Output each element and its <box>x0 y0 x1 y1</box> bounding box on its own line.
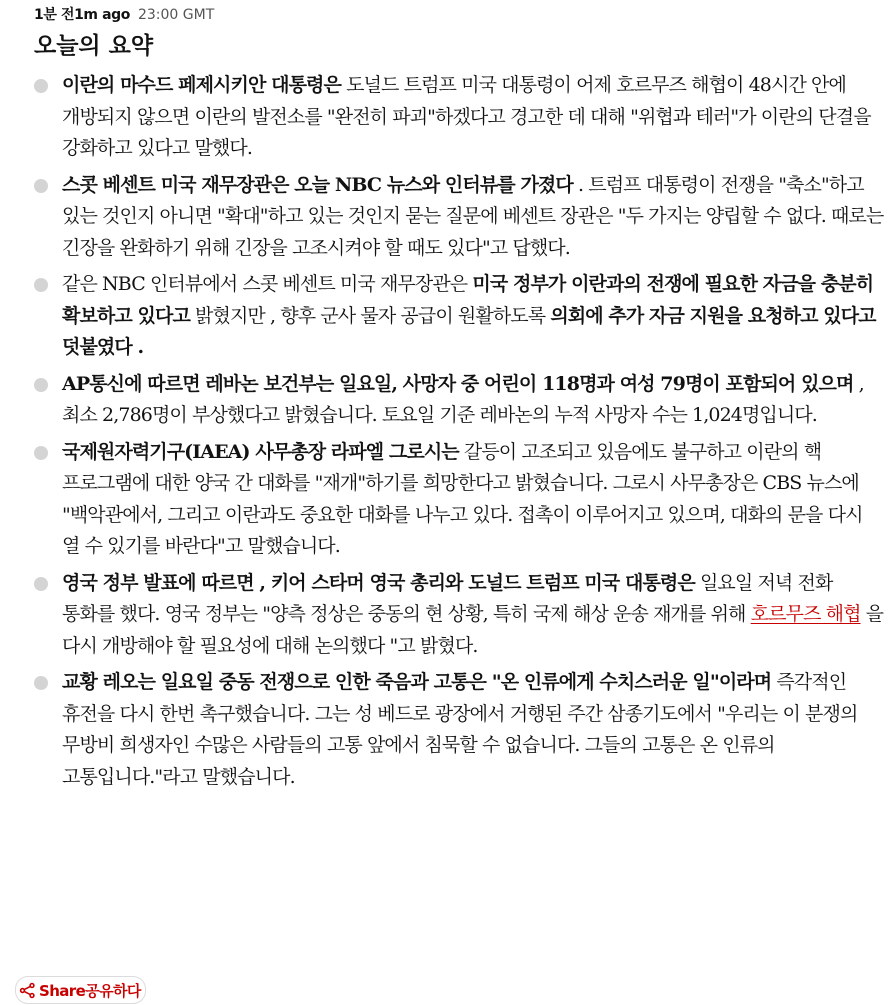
bullet-dot-icon <box>34 378 48 392</box>
summary-item-text: 같은 NBC 인터뷰에서 스콧 베센트 미국 재무장관은 <box>62 273 473 295</box>
summary-heading: 오늘의 요약 <box>34 33 154 59</box>
bullet-dot-icon <box>34 577 48 591</box>
summary-item <box>34 568 884 663</box>
bullet-dot-icon <box>34 179 48 193</box>
summary-item-lead: 스콧 베센트 미국 재무장관은 오늘 NBC 뉴스와 인터뷰를 가졌다 <box>62 173 573 196</box>
absolute-time: 23:00 GMT <box>137 7 215 23</box>
bullet-dot-icon <box>34 676 48 690</box>
summary-item-text: 갈등이 고조되고 있음에도 불구하고 이란의 핵 프로그램에 대한 양국 간 대화를 "재개"하기를 희망한다고 밝혔습니다. 그로시 사무총장은 CBS 뉴스에 "백악관에서, 그리고 이란과도 중요한 대화를 나누고 있다. 접촉이 이루어지고 있으며, 대화의 문을 다시 열 수 있기를 바란다"고 말했습니다. <box>62 440 863 557</box>
summary-item <box>34 369 884 432</box>
bullet-dot-icon <box>34 79 48 93</box>
live-summary-block <box>34 5 884 798</box>
summary-item-lead: AP통신에 따르면 레바논 보건부는 일요일, 사망자 중 어린이 118명과 여성 79명이 포함되어 있으며 <box>62 372 854 395</box>
summary-item-lead: 이란의 마수드 페제시키안 대통령은 <box>62 74 341 96</box>
summary-item-text: 즉각적인 휴전을 다시 한번 촉구했습니다. 그는 성 베드로 광장에서 거행된 주간 삼종기도에서 "우리는 이 분쟁의 무방비 희생자인 수많은 사람들의 고통 앞에서 침묵할 수 없습니다. 그들의 고통은 온 인류의 고통입니다."라고 말했습니다. <box>62 671 858 788</box>
share-button[interactable] <box>15 976 146 1004</box>
bullet-dot-icon <box>34 278 48 292</box>
summary-item <box>34 667 884 793</box>
summary-item-text: . 트럼프 대통령이 전쟁을 "축소"하고 있는 것인지 아니면 "확대"하고 있는 것인지 묻는 질문에 베센트 장관은 "두 가지는 양립할 수 없다. 때로는 긴장을 완화하기 위해 긴장을 고조시켜야 할 때도 있다"고 답했다. <box>62 173 884 259</box>
share-label: Share공유하다 <box>39 981 141 1000</box>
summary-item <box>34 437 884 563</box>
summary-item <box>34 170 884 265</box>
summary-item-lead: 국제원자력기구(IAEA) 사무총장 라파엘 그로시는 <box>62 440 459 463</box>
summary-item-text: , 최소 2,786명이 부상했다고 밝혔습니다. 토요일 기준 레바논의 누적 사망자 수는 1,024명입니다. <box>62 372 864 426</box>
summary-item-lead: 교황 레오는 일요일 중동 전쟁으로 인한 죽음과 고통은 "온 인류에게 수치스러운 일"이라며 <box>62 671 772 693</box>
summary-item <box>34 269 884 364</box>
summary-item <box>34 70 884 165</box>
summary-item-lead: 의회에 추가 자금 지원을 요청하고 있다고 덧붙였다 . <box>62 304 876 358</box>
inline-link-hormuz[interactable]: 호르무즈 해협 <box>750 603 861 625</box>
timestamp <box>34 5 884 25</box>
relative-time: 1분 전1m ago <box>34 7 130 23</box>
share-icon <box>19 982 36 999</box>
summary-item-text: 도널드 트럼프 미국 대통령이 어제 호르무즈 해협이 48시간 안에 개방되지 않으면 이란의 발전소를 "완전히 파괴"하겠다고 경고한 데 대해 "위협과 테러"가 이란의 단결을 강화하고 있다고 말했다. <box>62 74 871 159</box>
summary-item-text: 밝혔지만 , 향후 군사 물자 공급이 원활하도록 <box>189 304 551 327</box>
bullet-dot-icon <box>34 446 48 460</box>
summary-item-lead: 영국 정부 발표에 따르면 , 키어 스타머 영국 총리와 도널드 트럼프 미국 대통령은 <box>62 571 695 594</box>
summary-item-lead: 미국 정부가 이란과의 전쟁에 필요한 자금을 충분히 확보하고 있다고 <box>62 273 874 327</box>
summary-list <box>34 70 884 793</box>
summary-item-text: 을 다시 개방해야 할 필요성에 대해 논의했다 "고 밝혔다. <box>62 603 884 657</box>
summary-item-text: 일요일 저녁 전화 통화를 했다. 영국 정부는 "양측 정상은 중동의 현 상황, 특히 국제 해상 운송 재개를 위해 <box>62 571 833 625</box>
